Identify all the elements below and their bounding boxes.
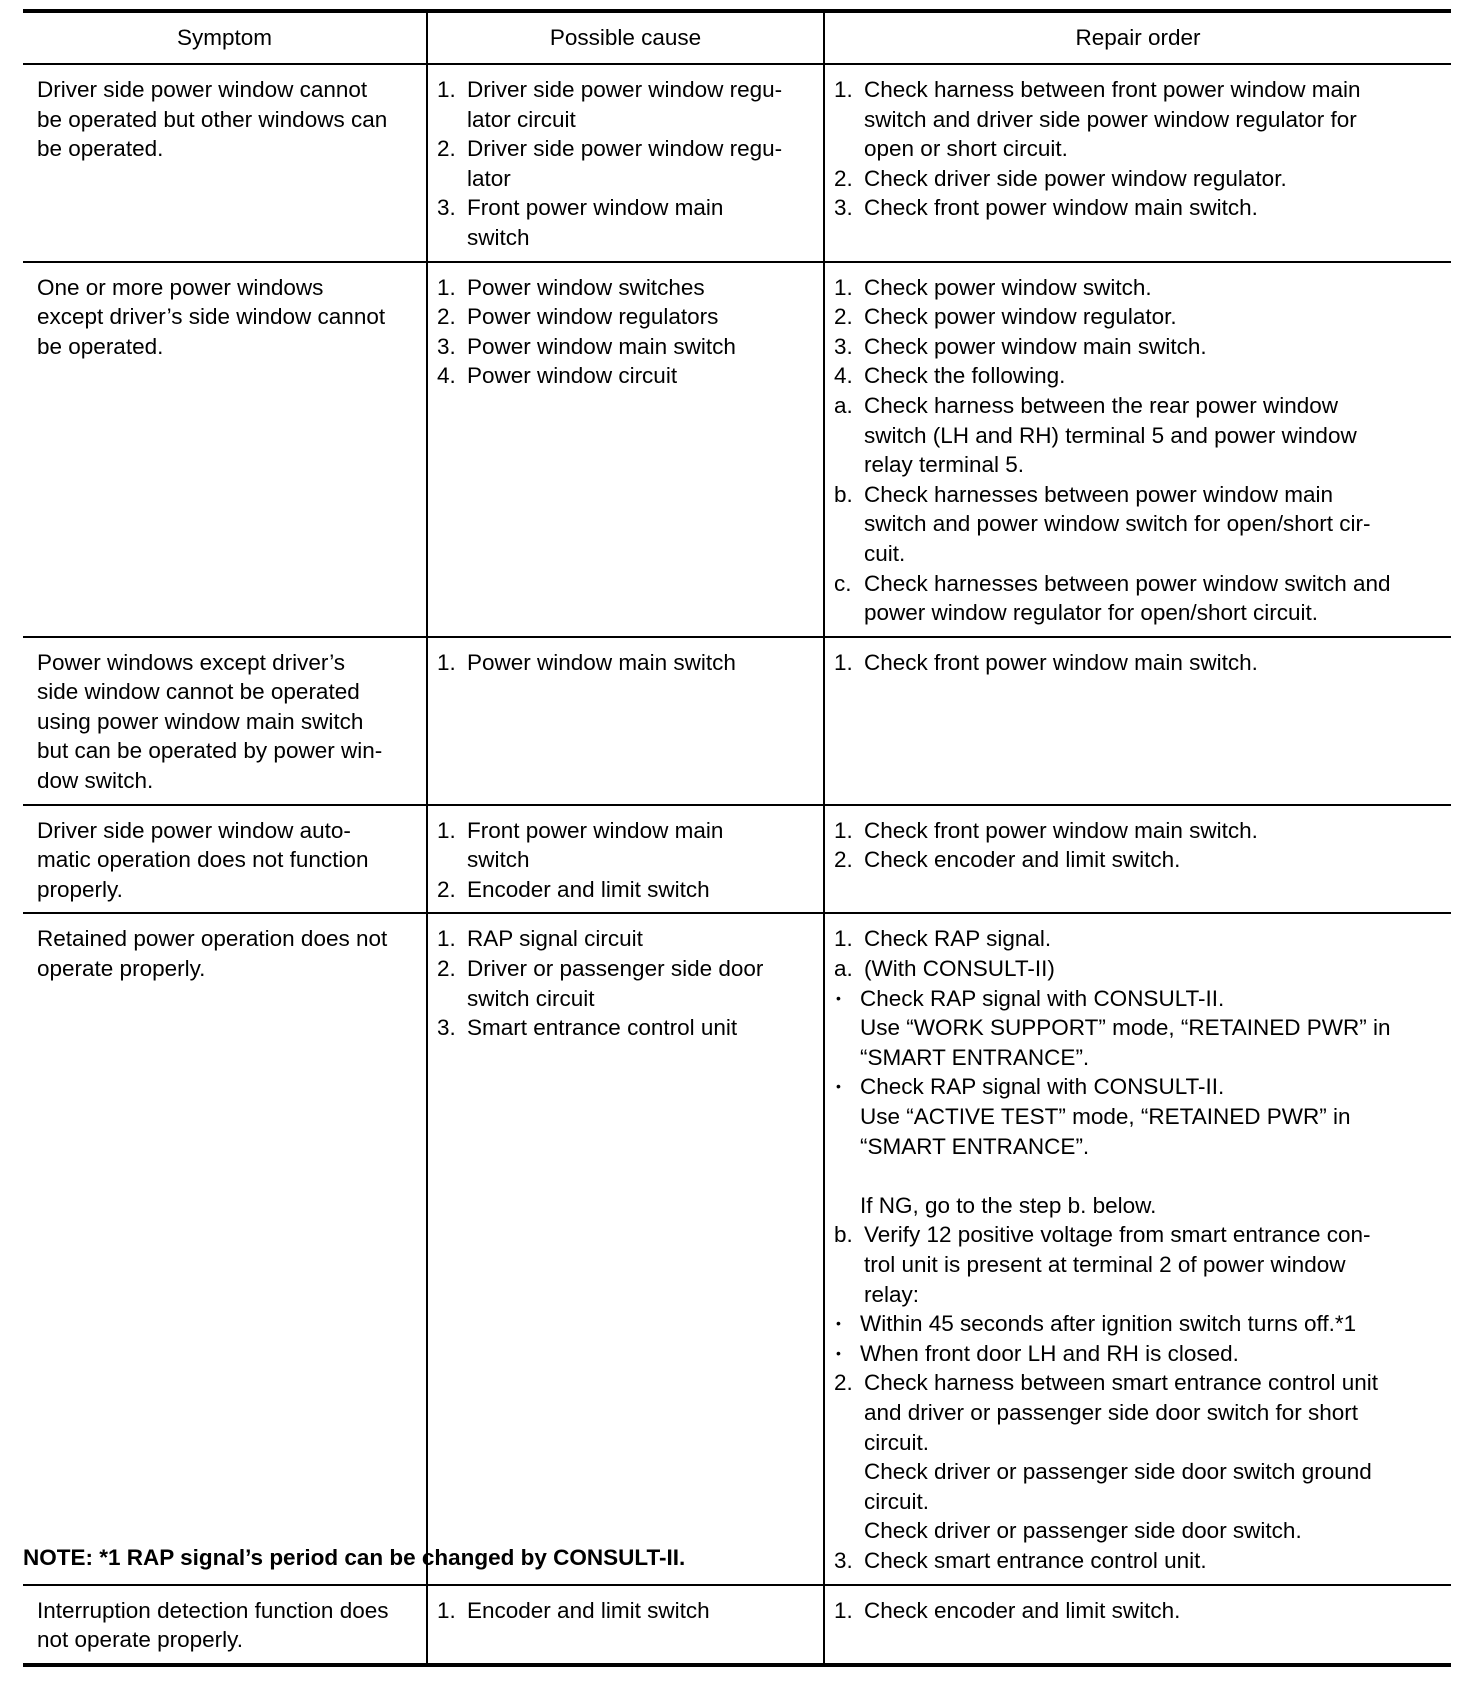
- repair-line: [834, 569, 1443, 599]
- repair-line: [834, 361, 1443, 391]
- repair-line: [834, 480, 1443, 510]
- repair-line: [834, 164, 1443, 194]
- line-text: Power window switches: [467, 274, 705, 300]
- cause-cell: [427, 1585, 824, 1665]
- repair-line: [834, 332, 1443, 362]
- repair-cell: [824, 805, 1451, 914]
- cause-line: [437, 223, 815, 253]
- symptom-line: operate properly.: [37, 956, 206, 982]
- symptom-line: be operated.: [37, 136, 164, 162]
- line-text: Check the following.: [864, 363, 1066, 389]
- line-text: lator circuit: [467, 106, 576, 132]
- repair-line: [834, 1428, 1443, 1458]
- cause-cell: [427, 637, 824, 805]
- line-text: “SMART ENTRANCE”.: [860, 1044, 1090, 1070]
- cause-cell: [427, 805, 824, 914]
- cause-cell: [427, 913, 824, 1584]
- table-row: [23, 262, 1451, 637]
- repair-line: [834, 1596, 1443, 1626]
- repair-line: [834, 1072, 1443, 1102]
- list-number: 1.: [834, 926, 853, 952]
- line-text: Verify 12 positive voltage from smart entrance con-: [864, 1222, 1371, 1248]
- repair-line: [834, 539, 1443, 569]
- line-text: switch and power window switch for open/short cir-: [864, 511, 1371, 537]
- cause-line: [437, 164, 815, 194]
- cause-line: [437, 75, 815, 105]
- line-text: Encoder and limit switch: [467, 1597, 710, 1623]
- list-number: a.: [834, 956, 853, 982]
- symptom-line: Driver side power window auto-: [37, 817, 351, 843]
- repair-line: [834, 1309, 1443, 1339]
- symptom-cell: [23, 913, 427, 1584]
- list-number: 2.: [437, 304, 456, 330]
- list-number: 1.: [437, 77, 456, 102]
- list-number: b.: [834, 1222, 853, 1248]
- repair-line: [834, 1043, 1443, 1073]
- header-possible-cause: Possible cause: [427, 11, 824, 64]
- diagnosis-table: [23, 9, 1451, 1667]
- symptom-line: not operate properly.: [37, 1627, 243, 1653]
- list-number: b.: [834, 481, 853, 507]
- symptom-line: be operated.: [37, 333, 164, 359]
- line-text: Power window circuit: [467, 363, 678, 389]
- line-text: Check front power window main switch.: [864, 195, 1258, 221]
- line-text: Check harness between the rear power window: [864, 392, 1339, 418]
- footnote: NOTE: *1 RAP signal’s period can be changed by CONSULT-II.: [23, 1545, 686, 1570]
- repair-cell: [824, 64, 1451, 262]
- symptom-cell: [23, 262, 427, 637]
- line-text: Check driver side power window regulator.: [864, 165, 1287, 191]
- symptom-line: Power windows except driver’s: [37, 649, 346, 675]
- line-text: Driver side power window regu-: [467, 136, 783, 162]
- symptom-line: One or more power windows: [37, 274, 324, 300]
- repair-line: [834, 954, 1443, 984]
- repair-line: [834, 302, 1443, 332]
- cause-line: [437, 105, 815, 135]
- line-text: switch (LH and RH) terminal 5 and power window: [864, 422, 1357, 448]
- symptom-line: matic operation does not function: [37, 847, 369, 873]
- list-number: 2.: [834, 1370, 853, 1396]
- repair-line: [834, 105, 1443, 135]
- table-row: [23, 637, 1451, 805]
- repair-line: [834, 1013, 1443, 1043]
- list-number: 1.: [437, 926, 456, 952]
- line-text: Check encoder and limit switch.: [864, 1597, 1181, 1623]
- line-text: and driver or passenger side door switch for short: [864, 1399, 1358, 1425]
- symptom-line: Interruption detection function does: [37, 1597, 389, 1623]
- line-text: Front power window main: [467, 195, 724, 221]
- line-text: Check harnesses between power window switch and: [864, 570, 1391, 596]
- line-text: Use “ACTIVE TEST” mode, “RETAINED PWR” in: [860, 1104, 1351, 1129]
- line-text: Check driver or passenger side door switch ground: [864, 1459, 1372, 1485]
- line-text: lator: [467, 165, 511, 191]
- line-text: Check smart entrance control unit.: [864, 1547, 1207, 1573]
- line-text: Within 45 seconds after ignition switch turns off.*1: [860, 1311, 1357, 1337]
- repair-line: [834, 845, 1443, 875]
- cause-cell: [427, 262, 824, 637]
- list-number: 1.: [834, 649, 853, 675]
- repair-line: [834, 648, 1443, 678]
- list-number: 1.: [437, 649, 456, 675]
- list-number: 1.: [834, 274, 853, 300]
- cause-line: [437, 1596, 815, 1626]
- repair-line: [834, 391, 1443, 421]
- repair-line: [834, 1102, 1443, 1132]
- symptom-cell: [23, 1585, 427, 1665]
- line-text: “SMART ENTRANCE”.: [860, 1133, 1090, 1159]
- repair-line: [834, 134, 1443, 164]
- symptom-line: side window cannot be operated: [37, 679, 360, 705]
- line-text: Check power window main switch.: [864, 333, 1207, 359]
- symptom-cell: [23, 64, 427, 262]
- repair-cell: [824, 262, 1451, 637]
- repair-line: [834, 509, 1443, 539]
- line-text: open or short circuit.: [864, 136, 1068, 162]
- cause-line: [437, 984, 815, 1014]
- line-text: Check harness between front power window main: [864, 77, 1361, 102]
- line-text: Check harnesses between power window main: [864, 481, 1333, 507]
- list-number: 2.: [834, 304, 853, 330]
- line-text: Smart entrance control unit: [467, 1015, 738, 1041]
- line-text: When front door LH and RH is closed.: [860, 1340, 1239, 1366]
- line-text: Use “WORK SUPPORT” mode, “RETAINED PWR” in: [860, 1015, 1391, 1041]
- line-text: Check encoder and limit switch.: [864, 847, 1181, 873]
- header-symptom: Symptom: [23, 11, 427, 64]
- line-text: Check front power window main switch.: [864, 817, 1258, 843]
- list-number: 2.: [437, 876, 456, 902]
- list-number: 1.: [437, 1597, 456, 1623]
- list-number: 3.: [834, 333, 853, 359]
- table-row: [23, 1585, 1451, 1665]
- list-number: 3.: [437, 195, 456, 221]
- bullet-marker: •: [836, 1078, 841, 1095]
- line-text: Power window main switch: [467, 649, 736, 675]
- line-text: Check RAP signal with CONSULT-II.: [860, 985, 1225, 1011]
- line-text: Check power window regulator.: [864, 304, 1177, 330]
- cause-line: [437, 845, 815, 875]
- line-text: Check RAP signal with CONSULT-II.: [860, 1074, 1225, 1100]
- repair-line: [834, 1398, 1443, 1428]
- symptom-line: except driver’s side window cannot: [37, 304, 386, 330]
- table-body: [23, 64, 1451, 1665]
- list-number: 2.: [834, 165, 853, 191]
- list-number: 1.: [834, 77, 853, 102]
- repair-line: [834, 1368, 1443, 1398]
- line-text: Check front power window main switch.: [864, 649, 1258, 675]
- table-row: [23, 913, 1451, 1584]
- line-text: Encoder and limit switch: [467, 876, 710, 902]
- list-number: 3.: [437, 1015, 456, 1041]
- repair-cell: [824, 637, 1451, 805]
- cause-line: [437, 134, 815, 164]
- line-text: circuit.: [864, 1429, 930, 1455]
- line-text: Check driver or passenger side door switch.: [864, 1518, 1302, 1544]
- line-text: cuit.: [864, 540, 906, 566]
- repair-line: [834, 816, 1443, 846]
- line-text: Power window main switch: [467, 333, 736, 359]
- symptom-line: Retained power operation does not: [37, 926, 388, 952]
- line-text: trol unit is present at terminal 2 of power window: [864, 1251, 1346, 1277]
- symptom-line: Driver side power window cannot: [37, 77, 368, 102]
- cause-line: [437, 954, 815, 984]
- line-text: (With CONSULT-II): [864, 956, 1055, 982]
- repair-line: [834, 1280, 1443, 1310]
- list-number: 2.: [437, 956, 456, 982]
- repair-line: [834, 984, 1443, 1014]
- repair-line: [834, 1250, 1443, 1280]
- symptom-line: be operated but other windows can: [37, 106, 388, 132]
- header-row: [23, 11, 1451, 64]
- symptom-line: but can be operated by power win-: [37, 738, 383, 764]
- table-row: [23, 805, 1451, 914]
- list-number: 4.: [437, 363, 456, 389]
- repair-line: [834, 1546, 1443, 1576]
- line-text: Check harness between smart entrance control unit: [864, 1370, 1379, 1396]
- diagnosis-table-container: [23, 9, 1451, 1667]
- line-text: Check RAP signal.: [864, 926, 1052, 952]
- cause-line: [437, 924, 815, 954]
- line-text: Driver side power window regu-: [467, 77, 783, 102]
- cause-line: [437, 875, 815, 905]
- line-text: switch circuit: [467, 985, 595, 1011]
- repair-line: [834, 75, 1443, 105]
- bullet-marker: •: [836, 1344, 841, 1361]
- repair-line: [834, 1161, 1443, 1191]
- repair-line: [834, 1132, 1443, 1162]
- line-text: relay terminal 5.: [864, 452, 1025, 478]
- cause-cell: [427, 64, 824, 262]
- list-number: 3.: [834, 195, 853, 221]
- repair-line: [834, 1487, 1443, 1517]
- cause-line: [437, 193, 815, 223]
- repair-line: [834, 273, 1443, 303]
- bullet-marker: •: [836, 1315, 841, 1332]
- cause-line: [437, 816, 815, 846]
- repair-line: [834, 598, 1443, 628]
- repair-line: [834, 1220, 1443, 1250]
- symptom-line: properly.: [37, 876, 123, 902]
- line-text: circuit.: [864, 1488, 930, 1514]
- line-text: If NG, go to the step b. below.: [860, 1192, 1157, 1218]
- table-row: [23, 64, 1451, 262]
- list-number: 4.: [834, 363, 853, 389]
- list-number: 1.: [437, 817, 456, 843]
- repair-line: [834, 421, 1443, 451]
- header-repair-order: Repair order: [824, 11, 1451, 64]
- symptom-line: dow switch.: [37, 768, 154, 794]
- line-text: Driver or passenger side door: [467, 956, 764, 982]
- cause-line: [437, 1013, 815, 1043]
- list-number: 3.: [437, 333, 456, 359]
- line-text: Check power window switch.: [864, 274, 1152, 300]
- list-number: 2.: [437, 136, 456, 162]
- cause-line: [437, 302, 815, 332]
- list-number: 1.: [437, 274, 456, 300]
- line-text: power window regulator for open/short circuit.: [864, 600, 1318, 626]
- line-text: switch: [467, 224, 530, 250]
- repair-cell: [824, 1585, 1451, 1665]
- list-number: 1.: [834, 817, 853, 843]
- bullet-marker: •: [836, 989, 841, 1006]
- cause-line: [437, 648, 815, 678]
- symptom-line: using power window main switch: [37, 708, 364, 734]
- repair-line: [834, 1191, 1443, 1221]
- symptom-cell: [23, 805, 427, 914]
- list-number: 3.: [834, 1547, 853, 1573]
- cause-line: [437, 361, 815, 391]
- list-number: 2.: [834, 847, 853, 873]
- repair-cell: [824, 913, 1451, 1584]
- list-number: a.: [834, 392, 853, 418]
- line-text: RAP signal circuit: [467, 926, 643, 952]
- repair-line: [834, 924, 1443, 954]
- cause-line: [437, 332, 815, 362]
- line-text: relay:: [864, 1281, 920, 1307]
- repair-line: [834, 193, 1443, 223]
- symptom-cell: [23, 637, 427, 805]
- list-number: 1.: [834, 1597, 853, 1623]
- line-text: Front power window main: [467, 817, 724, 843]
- cause-line: [437, 273, 815, 303]
- repair-line: [834, 1457, 1443, 1487]
- line-text: Power window regulators: [467, 304, 719, 330]
- line-text: switch: [467, 847, 530, 873]
- list-number: c.: [834, 570, 852, 596]
- repair-line: [834, 1516, 1443, 1546]
- line-text: switch and driver side power window regulator for: [864, 106, 1357, 132]
- repair-line: [834, 450, 1443, 480]
- repair-line: [834, 1339, 1443, 1369]
